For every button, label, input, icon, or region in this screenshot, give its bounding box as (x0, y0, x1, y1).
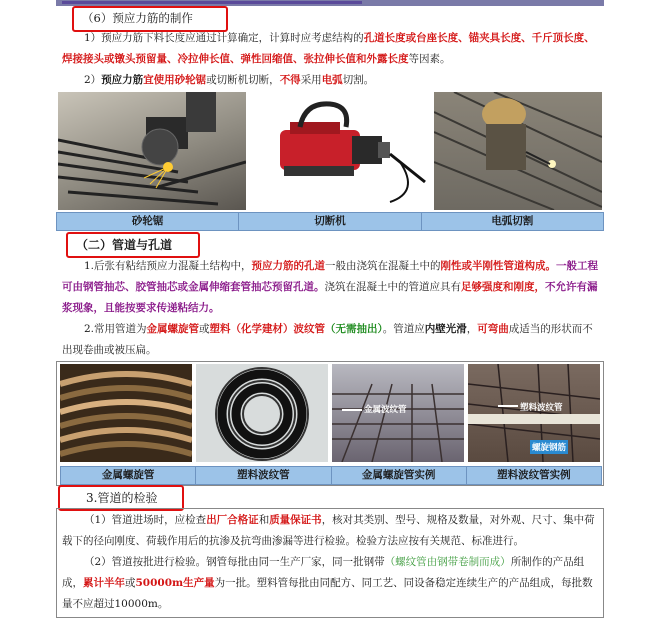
text-run: 或 (199, 323, 210, 335)
paragraph-duct-entry-check (62, 510, 598, 552)
text-run: 1.后张有粘结预应力混凝土结构中， (84, 260, 252, 272)
text-run: 足够强度和刚度， (461, 281, 545, 293)
text-run: （2）管道按批进行检验。钢管每批由同一生产厂家，同一批钢带 (84, 556, 385, 568)
text-run: 孔道长度或台座长度、锚夹具长度、千斤顶长度、焊接接头或镦头预留量、冷拉伸长值、弹性回缩值、张拉伸长值和外露长度 (62, 32, 595, 65)
section-heading: （6）预应力筋的制作 (82, 11, 193, 25)
photo-caption: 金属螺旋管实例 (331, 467, 466, 484)
text-run: 50000m生产量 (135, 577, 215, 589)
text-run: 1）预应力筋下料长度应通过计算确定，计算时应考虑结构的 (84, 32, 364, 44)
metal-duct-instance-photo (332, 364, 464, 462)
text-run: 预应力筋的孔道 (251, 260, 326, 272)
photo-caption: 电弧切割 (421, 213, 603, 230)
text-run: 所制作的产品组成， (62, 556, 585, 589)
text-run: 一般工程可由钢管抽芯、胶管抽芯或金属伸缩套管抽芯预留孔道。 (62, 260, 599, 293)
photo-caption: 切断机 (238, 213, 420, 230)
arc-cutting-photo (434, 92, 602, 210)
text-run: 或切断机切断， (206, 74, 280, 86)
text-run: （螺纹管由钢带卷制而成） (384, 556, 511, 568)
paragraph-duct-batch-check (62, 552, 598, 615)
text-run: 刚性或半刚性管道构成。 (440, 260, 557, 272)
text-run: ，核对其类别、型号、规格及数量，对外观、尺寸、集中荷载下的径向刚度、荷载作用后的抗渗及抗弯曲渗漏等进行检验。检验方法应按有关规范、标准进行。 (62, 514, 595, 547)
spiral-rebar-label: 螺旋钢筋 (530, 440, 568, 454)
paragraph-duct-types (62, 319, 602, 361)
text-run: 宜使用砂轮锯 (143, 74, 207, 86)
text-run: 一般由浇筑在混凝土中的 (325, 260, 441, 272)
text-run: 成适当的形状而不出现卷曲或被压扁。 (62, 323, 593, 356)
metal-spiral-duct-photo (60, 364, 192, 462)
photo-caption: 塑料波纹管实例 (466, 467, 601, 484)
text-run: 浇筑在混凝土中的管道应具有 (324, 281, 461, 293)
text-run: 。管道应 (382, 323, 425, 335)
text-run: 预应力筋 (101, 74, 144, 86)
text-run: 质量保证书 (269, 514, 322, 526)
paragraph-duct-formation (62, 256, 602, 319)
paragraph-cut-length (62, 28, 602, 70)
text-run: 为一批。塑料管每批由同配方、同工艺、同设备稳定连续生产的产品组成，每批数量不应超过10000m。 (62, 577, 593, 610)
text-run: 金属螺旋管 (146, 323, 200, 335)
text-run: 2） (84, 74, 102, 86)
text-run: 和 (258, 514, 270, 526)
text-run: 或 (125, 577, 136, 589)
photo-caption: 塑料波纹管 (195, 467, 330, 484)
photo-caption: 金属螺旋管 (101, 469, 155, 481)
plastic-corrugated-duct-photo (196, 364, 328, 462)
section-heading: （二）管道与孔道 (76, 238, 173, 252)
text-run: 切割。 (342, 74, 375, 86)
plastic-duct-label: 塑料波纹管 (520, 403, 563, 413)
text-run: 累计半年 (83, 577, 125, 589)
metal-duct-label: 金属波纹管 (364, 405, 407, 415)
photo-caption: 砂轮锯 (131, 215, 164, 227)
cutting-photo-row (58, 92, 602, 210)
text-run: 塑料（化学建材）波纹管 (209, 323, 326, 335)
text-run: 电弧 (321, 74, 343, 86)
text-run: 2.常用管道为 (84, 323, 147, 335)
text-run: 不得 (279, 74, 301, 86)
text-run: 不允许有漏浆现象，且能按要求传递粘结力。 (62, 281, 598, 314)
text-run: 等因素。 (408, 53, 451, 65)
cutting-machine-photo (250, 92, 430, 210)
paragraph-cutting-method (62, 70, 602, 91)
text-run: 出厂合格证 (206, 514, 259, 526)
duct-caption-row (60, 466, 602, 485)
document-page (56, 0, 604, 618)
text-run: 可弯曲 (477, 323, 509, 335)
text-run: 内壁光滑 (424, 323, 467, 335)
plastic-duct-instance-photo (468, 364, 600, 462)
text-run: （无需抽出） (325, 323, 383, 335)
cutting-caption-row (56, 212, 604, 231)
text-run: ， (466, 323, 478, 335)
text-run: 采用 (300, 74, 322, 86)
grinder-saw-photo (58, 92, 246, 210)
text-run: （1）管道进场时，应检查 (84, 514, 207, 526)
duct-photo-row (60, 364, 600, 462)
section-heading: 3.管道的检验 (86, 491, 158, 505)
